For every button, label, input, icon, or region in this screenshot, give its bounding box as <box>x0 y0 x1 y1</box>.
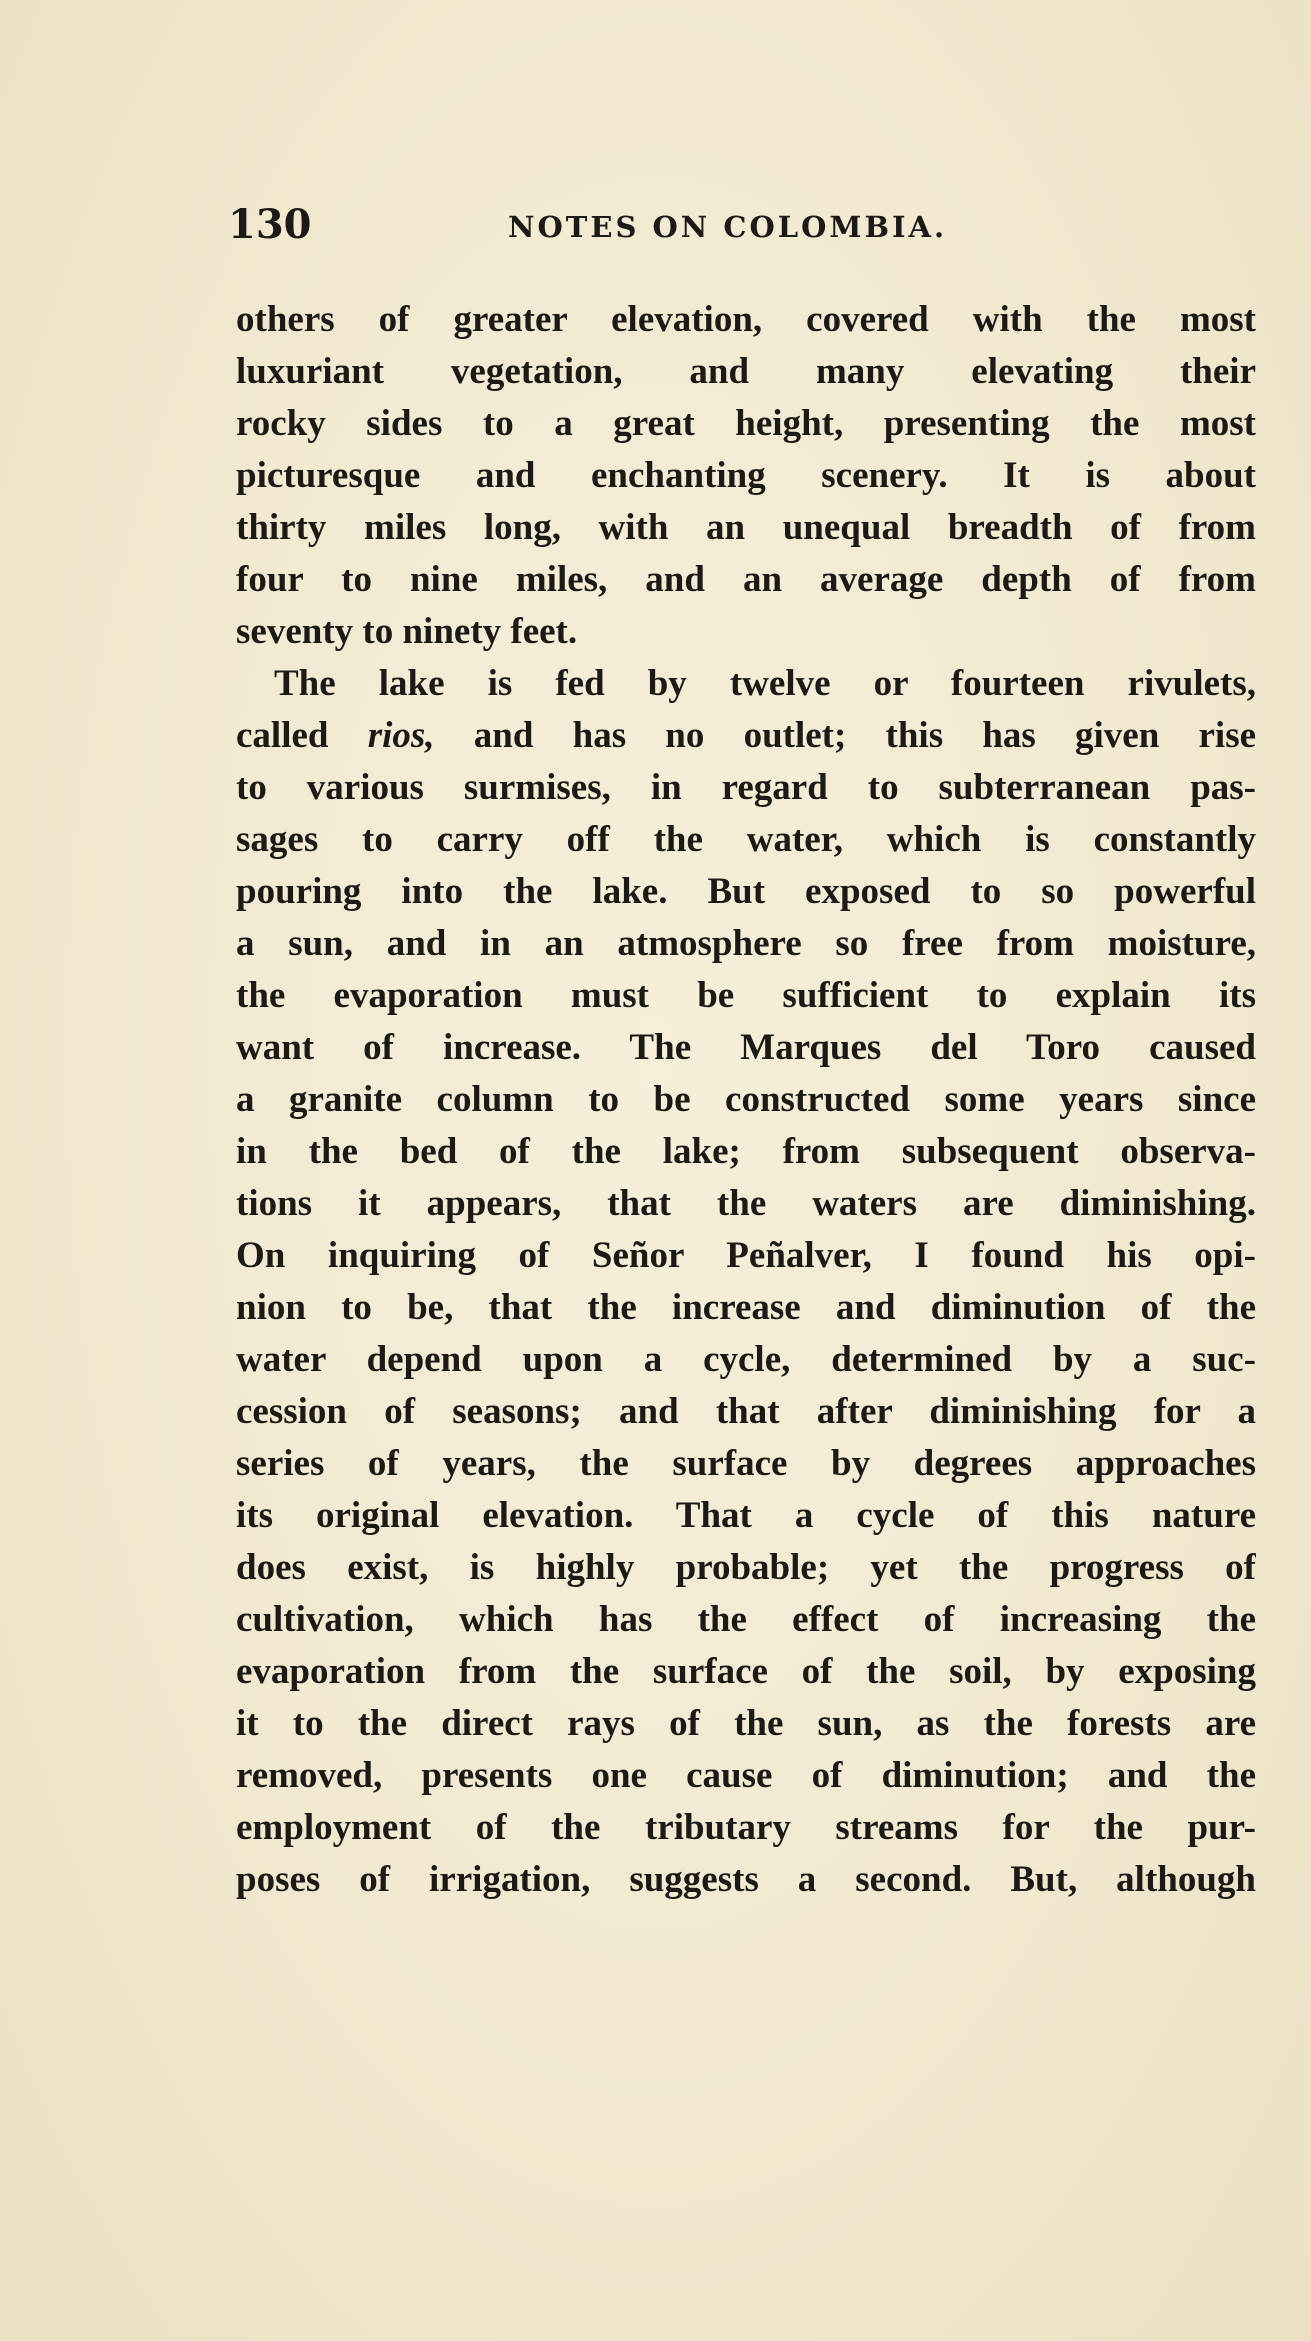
text-line: others of greater elevation, covered with the most <box>236 299 1256 340</box>
text-line: does exist, is highly probable; yet the progress of <box>236 1547 1256 1588</box>
text-line: picturesque and enchanting scenery. It is about <box>236 455 1256 496</box>
text-line: tions it appears, that the waters are diminishing. <box>236 1183 1256 1224</box>
text-line: series of years, the surface by degrees approaches <box>236 1443 1256 1484</box>
text-line: thirty miles long, with an unequal breadth of from <box>236 507 1256 548</box>
text-line: its original elevation. That a cycle of this nature <box>236 1495 1256 1536</box>
text-line: sages to carry off the water, which is constantly <box>236 819 1256 860</box>
text-line: to various surmises, in regard to subterranean pas- <box>236 767 1256 808</box>
text-line: it to the direct rays of the sun, as the forests are <box>236 1703 1256 1744</box>
text-line: a sun, and in an atmosphere so free from moisture, <box>236 923 1256 964</box>
running-head: NOTES ON COLOMBIA. <box>508 210 948 244</box>
text-fragment: called <box>236 715 329 756</box>
text-line: cultivation, which has the effect of increasing the <box>236 1599 1256 1640</box>
page-number: 130 <box>228 201 312 248</box>
text-line: removed, presents one cause of diminution; and the <box>236 1755 1256 1796</box>
text-line: cession of seasons; and that after diminishing for a <box>236 1391 1256 1432</box>
italic-term: rios, <box>367 715 435 756</box>
text-line: nion to be, that the increase and diminution of the <box>236 1287 1256 1328</box>
page-header <box>228 200 1263 250</box>
text-line: luxuriant vegetation, and many elevating their <box>236 351 1256 392</box>
text-line: water depend upon a cycle, determined by a suc- <box>236 1339 1256 1380</box>
body-text <box>236 294 1256 1906</box>
text-line: evaporation from the surface of the soil, by exposing <box>236 1651 1256 1692</box>
text-line: rocky sides to a great height, presenting the most <box>236 403 1256 444</box>
text-line: pouring into the lake. But exposed to so powerful <box>236 871 1256 912</box>
text-line: On inquiring of Señor Peñalver, I found his opi- <box>236 1235 1256 1276</box>
text-fragment: and has no outlet; this has given rise <box>473 715 1256 756</box>
text-line: employment of the tributary streams for the pur- <box>236 1807 1256 1848</box>
text-line: poses of irrigation, suggests a second. But, although <box>236 1859 1256 1900</box>
text-line: a granite column to be constructed some years since <box>236 1079 1256 1120</box>
text-line: in the bed of the lake; from subsequent observa- <box>236 1131 1256 1172</box>
text-line-mixed <box>236 710 1256 762</box>
text-line: want of increase. The Marques del Toro caused <box>236 1027 1256 1068</box>
text-line: seventy to ninety feet. <box>236 611 578 652</box>
text-line: the evaporation must be sufficient to explain its <box>236 975 1256 1016</box>
text-line: four to nine miles, and an average depth of from <box>236 559 1256 600</box>
text-line: The lake is fed by twelve or fourteen rivulets, <box>274 663 1256 704</box>
